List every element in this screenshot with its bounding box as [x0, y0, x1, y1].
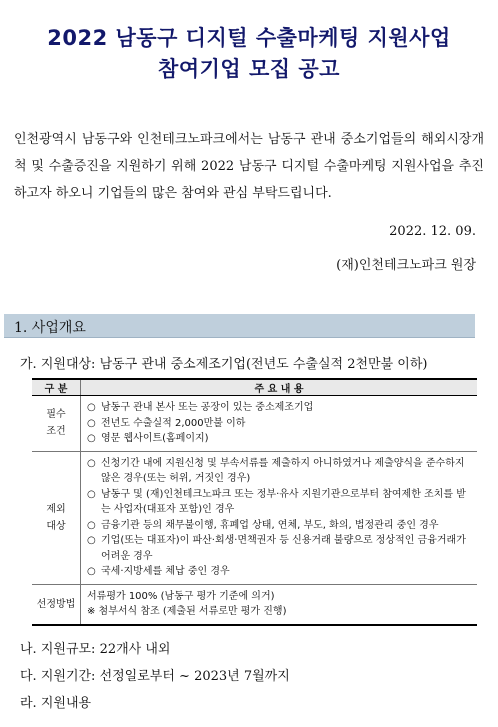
bullet-circle: ○: [87, 519, 96, 531]
header-category: 구 분: [32, 379, 81, 396]
table-row-excluded: [32, 451, 477, 584]
list-item-text: 남동구 관내 본사 또는 공장이 있는 중소제조기업: [101, 402, 314, 413]
required-label-line1: 필수: [46, 409, 66, 421]
list-item: [87, 416, 471, 432]
bullet-circle: ○: [87, 488, 96, 500]
support-content-label: 라. 지원내용: [20, 696, 92, 711]
list-item-text: 금융기관 등의 채무불이행, 휴폐업 상태, 연체, 부도, 화의, 법정관리 중인 경우: [101, 519, 439, 531]
bullet-circle: ○: [87, 417, 96, 429]
table-row-selection: [32, 584, 477, 625]
bullet-circle: ○: [87, 457, 96, 469]
list-item: [87, 564, 471, 580]
selection-method-text: 서류평가 100% (남동구 평가 기준에 의거): [87, 590, 275, 602]
section-heading-bar: [4, 314, 475, 338]
list-item: [87, 518, 471, 534]
selection-content-cell: [81, 584, 478, 625]
excluded-label-line1: 제외: [46, 503, 66, 515]
list-item-text: 기업(또는 대표자)이 파산·회생·면책권자 등 신용거래 불량으로 정상적인 금융거래가 어려운 경우: [101, 535, 466, 562]
table-row-required: [32, 396, 477, 452]
table-header-row: [32, 379, 477, 396]
list-item: [87, 400, 471, 416]
requirements-table: [32, 378, 477, 626]
list-item-text: 국세·지방세를 체납 중인 경우: [101, 566, 230, 577]
issuing-organization: (재)인천테크노파크 원장: [336, 258, 476, 273]
section-heading: 1. 사업개요: [14, 320, 86, 336]
notice-title-line2: 참여기업 모집 공고: [158, 57, 340, 81]
excluded-label-line2: 대상: [46, 520, 66, 532]
support-scale-label: 나. 지원규모: 22개사 내외: [20, 642, 171, 657]
list-item-text: 전년도 수출실적 2,000만불 이하: [101, 417, 246, 429]
list-item-text: 신청기간 내에 지원신청 및 부속서류를 제출하지 아니하였거나 제출양식을 준수하지 않은 경우(또는 허위, 거짓인 경우): [101, 457, 465, 484]
list-item: [87, 431, 471, 447]
support-period-label: 다. 지원기간: 선정일로부터 ~ 2023년 7월까지: [20, 669, 290, 684]
required-content-cell: [81, 396, 478, 452]
bullet-circle: ○: [87, 566, 96, 577]
required-label-cell: [32, 396, 81, 452]
selection-label-cell: 선정방법: [32, 584, 81, 625]
excluded-label-cell: [32, 451, 81, 584]
support-target-label: 가. 지원대상: 남동구 관내 중소제조기업(전년도 수출실적 2천만불 이하): [20, 357, 428, 372]
list-item-text: 영문 웹사이트(홈페이지): [101, 433, 209, 444]
bullet-circle: ○: [87, 433, 96, 444]
list-item: [87, 533, 471, 564]
notice-title-line1: 2022 남동구 디지털 수출마케팅 지원사업: [47, 26, 451, 50]
notice-date: 2022. 12. 09.: [389, 224, 476, 239]
list-item-text: 남동구 및 (재)인천테크노파크 또는 정부·유사 지원기관으로부터 참여제한 조치를 받는 사업자(대표자 포함)인 경우: [101, 488, 466, 515]
selection-note-text: ※ 첨부서식 참조 (제출된 서류로만 평가 진행): [87, 606, 287, 617]
bullet-circle: ○: [87, 535, 96, 546]
required-label-line2: 조건: [46, 426, 66, 438]
excluded-content-cell: [81, 451, 478, 584]
list-item: [87, 456, 471, 487]
header-content: 주 요 내 용: [81, 379, 478, 396]
intro-paragraph: 인천광역시 남동구와 인천테크노파크에서는 남동구 관내 중소기업들의 해외시장개척 및 수출증진을 지원하기 위해 2022 남동구 디지털 수출마케팅 지원사업을 추진하고자 하오니 기업들의 많은 참여와 관심 부탁드립니다.: [14, 132, 484, 201]
list-item: [87, 487, 471, 518]
bullet-circle: ○: [87, 402, 96, 413]
